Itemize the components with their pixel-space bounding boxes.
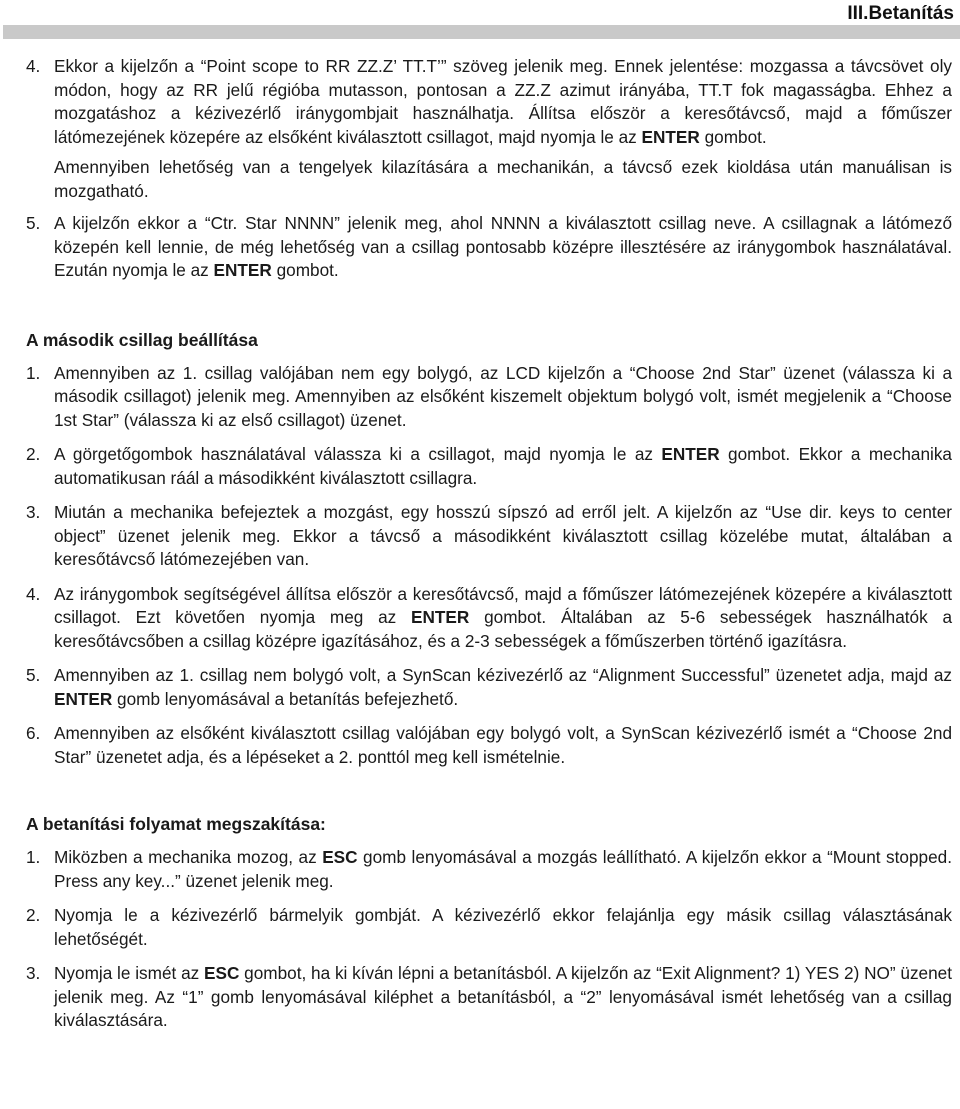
esc-key-label: ESC xyxy=(322,847,358,867)
item-text: Miután a mechanika befejeztek a mozgást, egy hosszú sípszó ad erről jelt. A kijelzőn az “Use dir. keys to center object” üzenet jelenik meg. Ekkor a távcső a másodikként kiválasztott csillag közelébe mutat, általában a keresőtávcső látómezejében van. xyxy=(54,502,952,569)
item-number: 3. xyxy=(26,963,41,983)
enter-key-label: ENTER xyxy=(661,444,720,464)
document-body xyxy=(26,55,952,1033)
item-number: 5. xyxy=(26,665,41,685)
enter-key-label: ENTER xyxy=(641,126,700,147)
list-item xyxy=(26,501,952,572)
item-text: Miközben a mechanika mozog, az ESC gomb lenyomásával a mozgás leállítható. A kijelzőn ekkor a “Mount stopped. Press any key...” üzenet jelenik meg. xyxy=(54,847,952,891)
page-header-title: III.Betanítás xyxy=(847,3,954,24)
item-text: Nyomja le a kézivezérlő bármelyik gombját. A kézivezérlő ekkor felajánlja egy másik csillag választásának lehetőségét. xyxy=(54,905,952,949)
list-item xyxy=(26,443,952,490)
item-number: 1. xyxy=(26,847,41,867)
list-item xyxy=(26,904,952,951)
step-5 xyxy=(26,212,952,283)
section-heading-second-star: A második csillag beállítása xyxy=(26,329,258,350)
item-number: 3. xyxy=(26,502,41,522)
step-text: A kijelzőn ekkor a “Ctr. Star NNNN” jelenik meg, ahol NNNN a kiválasztott csillag neve. A csillagnak a látómező közepén kell lennie, de még lehetőség van a csillag pontosabb középre illesztésére az iránygombok használatával. Ezután nyomja le az ENTER gombot. xyxy=(54,213,952,280)
item-number: 2. xyxy=(26,444,41,464)
item-text: Amennyiben az 1. csillag nem bolygó volt, a SynScan kézivezérlő az “Alignment Successful” üzenetet adja, majd az ENTER gomb lenyomásával a betanítás befejezhető. xyxy=(54,665,952,709)
step-4 xyxy=(26,55,952,149)
list-item xyxy=(26,962,952,1033)
enter-key-label: ENTER xyxy=(411,607,470,627)
item-number: 4. xyxy=(26,583,41,604)
item-number: 1. xyxy=(26,362,41,383)
item-number: 2. xyxy=(26,905,41,925)
list-item xyxy=(26,664,952,711)
item-text: Amennyiben az 1. csillag valójában nem egy bolygó, az LCD kijelzőn a “Choose 2nd Star” üzenet (válassza ki a második csillagot) jelenik meg. Amennyiben az elsőként kiszemelt objektum bolygó volt, ismét megjelenik a “Choose 1st Star” (válassza ki az első csillagot) üzenet. xyxy=(54,362,952,430)
section-heading-abort: A betanítási folyamat megszakítása: xyxy=(26,814,326,834)
item-text: A görgetőgombok használatával válassza ki a csillagot, majd nyomja le az ENTER gombot. Ekkor a mechanika automatikusan ráál a másodikként kiválasztott csillagra. xyxy=(54,444,952,488)
list-item xyxy=(26,722,952,769)
list-item xyxy=(26,846,952,893)
step-number: 4. xyxy=(26,56,41,76)
step-number: 5. xyxy=(26,213,41,233)
step-text: Ekkor a kijelzőn a “Point scope to RR ZZ.Z’ TT.T’” szöveg jelenik meg. Ennek jelentése: mozgassa a távcsövet oly módon, hogy az RR jelű régióba mutasson, pontosan a ZZ.Z azimut irányába, TT.T fok magasságba. Ehhez a mozgatáshoz a kézivezérlő iránygombjait használhatja. Állítsa először a keresőtávcső, majd a főműszer látómezejének közepére az elsőként kiválasztott csillagot, majd nyomja le az ENTER gombot. xyxy=(54,56,952,147)
enter-key-label: ENTER xyxy=(213,260,272,280)
header-bar xyxy=(3,25,960,39)
list-item xyxy=(26,583,952,654)
item-number: 6. xyxy=(26,723,41,743)
list-item xyxy=(26,362,952,433)
esc-key-label: ESC xyxy=(204,963,240,983)
item-text: Amennyiben az elsőként kiválasztott csillag valójában egy bolygó volt, a SynScan kézivezérlő ismét a “Choose 2nd Star” üzenetet adja, és a lépéseket a 2. ponttól meg kell ismételnie. xyxy=(54,723,952,767)
item-text: Nyomja le ismét az ESC gombot, ha ki kíván lépni a betanításból. A kijelzőn az “Exit Alignment? 1) YES 2) NO” üzenet jelenik meg. Az “1” gomb lenyomásával kiléphet a betanításból, a “2” lenyomásával ismét lehetőség van a csillag kiválasztására. xyxy=(54,963,952,1030)
enter-key-label: ENTER xyxy=(54,688,113,709)
item-text: Az iránygombok segítségével állítsa először a keresőtávcső, majd a főműszer látómezejének közepére a kiválasztott csillagot. Ezt követően nyomja meg az ENTER gombot. Általában az 5-6 sebességek használhatók a keresőtávcsőben a csillag középre igazításához, és a 2-3 sebességek a főműszerben történő igazításra. xyxy=(54,583,952,651)
step-4-note: Amennyiben lehetőség van a tengelyek kilazítására a mechanikán, a távcső ezek kioldása után manuálisan is mozgatható. xyxy=(54,157,952,201)
